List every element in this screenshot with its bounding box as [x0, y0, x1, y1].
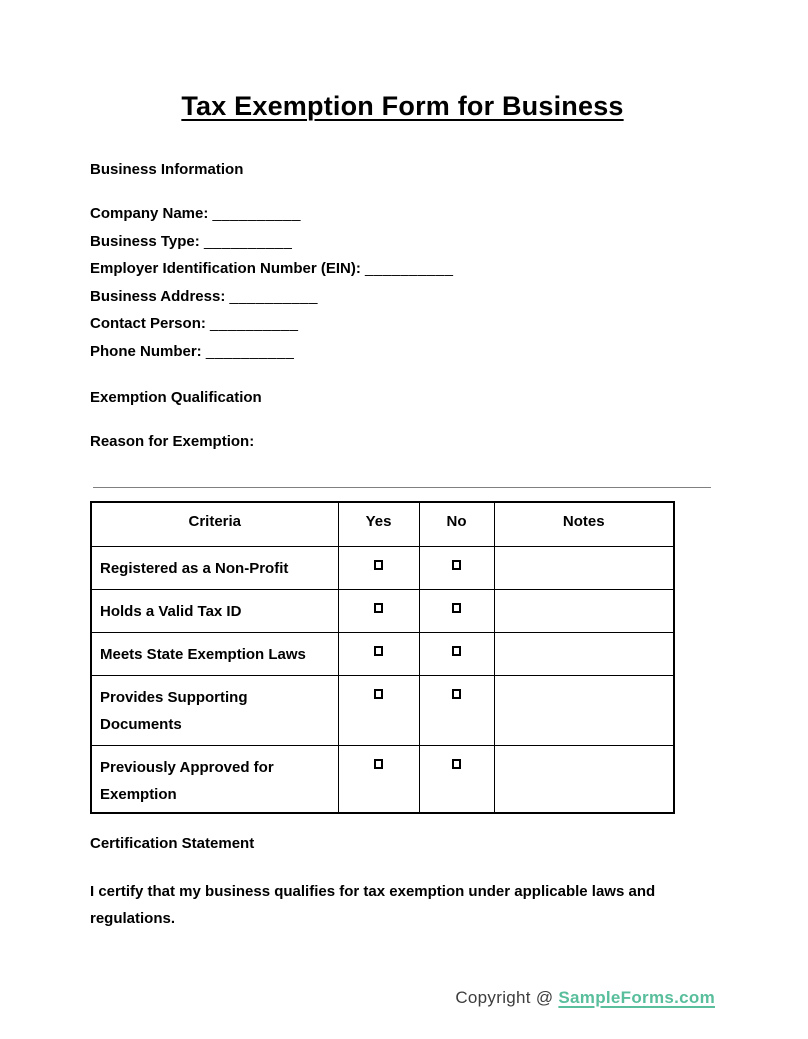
checkbox-unchecked-icon[interactable]: [452, 560, 461, 570]
yes-cell: [338, 589, 419, 632]
notes-cell: [494, 589, 674, 632]
table-header-row: [91, 502, 674, 546]
criteria-cell: Previously Approved for Exemption: [91, 745, 338, 813]
exemption-qualification-heading: Exemption Qualification: [90, 389, 262, 406]
no-cell: [419, 632, 494, 675]
yes-cell: [338, 675, 419, 745]
table-row: [91, 675, 674, 745]
yes-cell: [338, 546, 419, 589]
criteria-cell: Meets State Exemption Laws: [91, 632, 338, 675]
company-name-label: Company Name:: [90, 205, 209, 222]
table-row: [91, 745, 674, 813]
table-row: [91, 589, 674, 632]
ein-label: Employer Identification Number (EIN):: [90, 260, 361, 277]
certification-statement-text: I certify that my business qualifies for tax exemption under applicable laws and regulations.: [90, 882, 656, 927]
col-header-yes: Yes: [338, 502, 419, 546]
reason-answer-line: [93, 487, 711, 488]
table-row: [91, 632, 674, 675]
field-row-company-name: [90, 200, 715, 228]
phone-number-label: Phone Number:: [90, 342, 202, 360]
field-row-ein: [90, 255, 715, 283]
table-row: [91, 546, 674, 589]
criteria-cell: Provides Supporting Documents: [91, 675, 338, 745]
no-cell: [419, 546, 494, 589]
checkbox-unchecked-icon[interactable]: [452, 759, 461, 769]
contact-person-label: Contact Person:: [90, 315, 206, 332]
criteria-cell: Registered as a Non-Profit: [91, 546, 338, 589]
ein-blank: __________: [365, 260, 454, 277]
yes-cell: [338, 745, 419, 813]
criteria-cell: Holds a Valid Tax ID: [91, 589, 338, 632]
contact-person-blank: __________: [210, 315, 299, 332]
business-information-fields: [90, 200, 715, 365]
checkbox-unchecked-icon[interactable]: [374, 646, 383, 656]
form-title: Tax Exemption Form for Business: [181, 91, 624, 121]
notes-cell: [494, 546, 674, 589]
checkbox-unchecked-icon[interactable]: [374, 759, 383, 769]
footer: [90, 988, 715, 1008]
certification-statement-heading: Certification Statement: [90, 834, 255, 852]
checkbox-unchecked-icon[interactable]: [374, 689, 383, 699]
yes-cell: [338, 632, 419, 675]
field-row-business-type: [90, 228, 715, 256]
checkbox-unchecked-icon[interactable]: [374, 560, 383, 570]
field-row-business-address: [90, 283, 715, 311]
criteria-table: [90, 501, 675, 814]
business-type-label: Business Type:: [90, 232, 200, 250]
phone-number-blank: __________: [205, 342, 295, 360]
notes-cell: [494, 632, 674, 675]
no-cell: [419, 745, 494, 813]
checkbox-unchecked-icon[interactable]: [452, 646, 461, 656]
checkbox-unchecked-icon[interactable]: [452, 689, 461, 699]
no-cell: [419, 589, 494, 632]
reason-for-exemption-label: Reason for Exemption:: [90, 433, 255, 450]
col-header-criteria: Criteria: [91, 502, 338, 546]
checkbox-unchecked-icon[interactable]: [374, 603, 383, 613]
notes-cell: [494, 745, 674, 813]
business-type-blank: __________: [203, 232, 293, 250]
business-information-heading: Business Information: [90, 161, 244, 178]
notes-cell: [494, 675, 674, 745]
col-header-no: No: [419, 502, 494, 546]
checkbox-unchecked-icon[interactable]: [452, 603, 461, 613]
business-address-label: Business Address:: [90, 287, 226, 305]
field-row-contact-person: [90, 310, 715, 338]
field-row-phone-number: [90, 338, 715, 366]
copyright-text: Copyright @: [455, 987, 554, 1007]
sampleforms-link[interactable]: SampleForms.com: [558, 987, 715, 1007]
no-cell: [419, 675, 494, 745]
col-header-notes: Notes: [494, 502, 674, 546]
company-name-blank: __________: [212, 205, 301, 222]
business-address-blank: __________: [229, 287, 318, 305]
